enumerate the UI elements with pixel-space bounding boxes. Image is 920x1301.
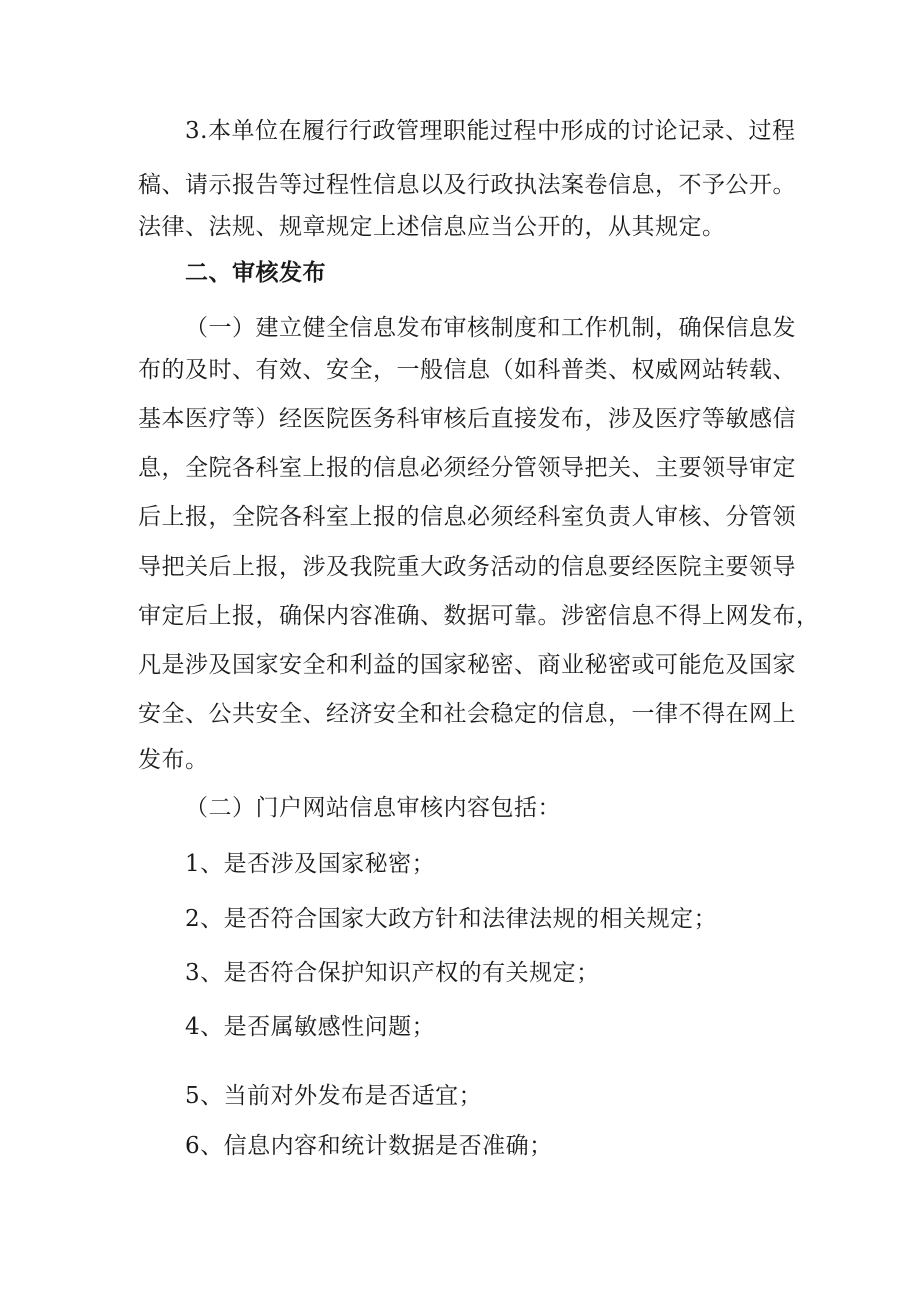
paragraph-line: 审定后上报，确保内容准确、数据可靠。涉密信息不得上网发布， bbox=[138, 603, 820, 629]
list-item: 4、是否属敏感性问题； bbox=[185, 1014, 436, 1040]
list-item: 6、信息内容和统计数据是否准确； bbox=[185, 1133, 553, 1159]
paragraph-line: 后上报，全院各科室上报的信息必须经科室负责人审核、分管领 bbox=[138, 504, 796, 530]
paragraph-line: （二）门户网站信息审核内容包括： bbox=[185, 795, 561, 821]
list-item: 1、是否涉及国家秘密； bbox=[185, 851, 436, 877]
list-item: 2、是否符合国家大政方针和法律法规的相关规定； bbox=[185, 906, 718, 932]
paragraph-line: （一）建立健全信息发布审核制度和工作机制，确保信息发 bbox=[185, 315, 796, 341]
paragraph-line: 布的及时、有效、安全，一般信息（如科普类、权威网站转载、 bbox=[138, 357, 796, 383]
section-heading: 二、审核发布 bbox=[185, 260, 326, 286]
paragraph-line: 基本医疗等）经医院医务科审核后直接发布，涉及医疗等敏感信 bbox=[138, 406, 796, 432]
paragraph-line: 凡是涉及国家安全和利益的国家秘密、商业秘密或可能危及国家 bbox=[138, 652, 796, 678]
list-item: 5、当前对外发布是否适宜； bbox=[185, 1083, 483, 1109]
paragraph-line: 息，全院各科室上报的信息必须经分管领导把关、主要领导审定 bbox=[138, 455, 796, 481]
paragraph-line: 3.本单位在履行行政管理职能过程中形成的讨论记录、过程 bbox=[185, 118, 796, 144]
paragraph-line: 稿、请示报告等过程性信息以及行政执法案卷信息，不予公开。 bbox=[138, 172, 796, 198]
paragraph-line: 发布。 bbox=[138, 747, 209, 773]
paragraph-line: 法律、法规、规章规定上述信息应当公开的，从其规定。 bbox=[138, 214, 726, 240]
paragraph-line: 安全、公共安全、经济安全和社会稳定的信息，一律不得在网上 bbox=[138, 701, 796, 727]
list-item: 3、是否符合保护知识产权的有关规定； bbox=[185, 960, 600, 986]
paragraph-line: 导把关后上报，涉及我院重大政务活动的信息要经医院主要领导 bbox=[138, 554, 796, 580]
